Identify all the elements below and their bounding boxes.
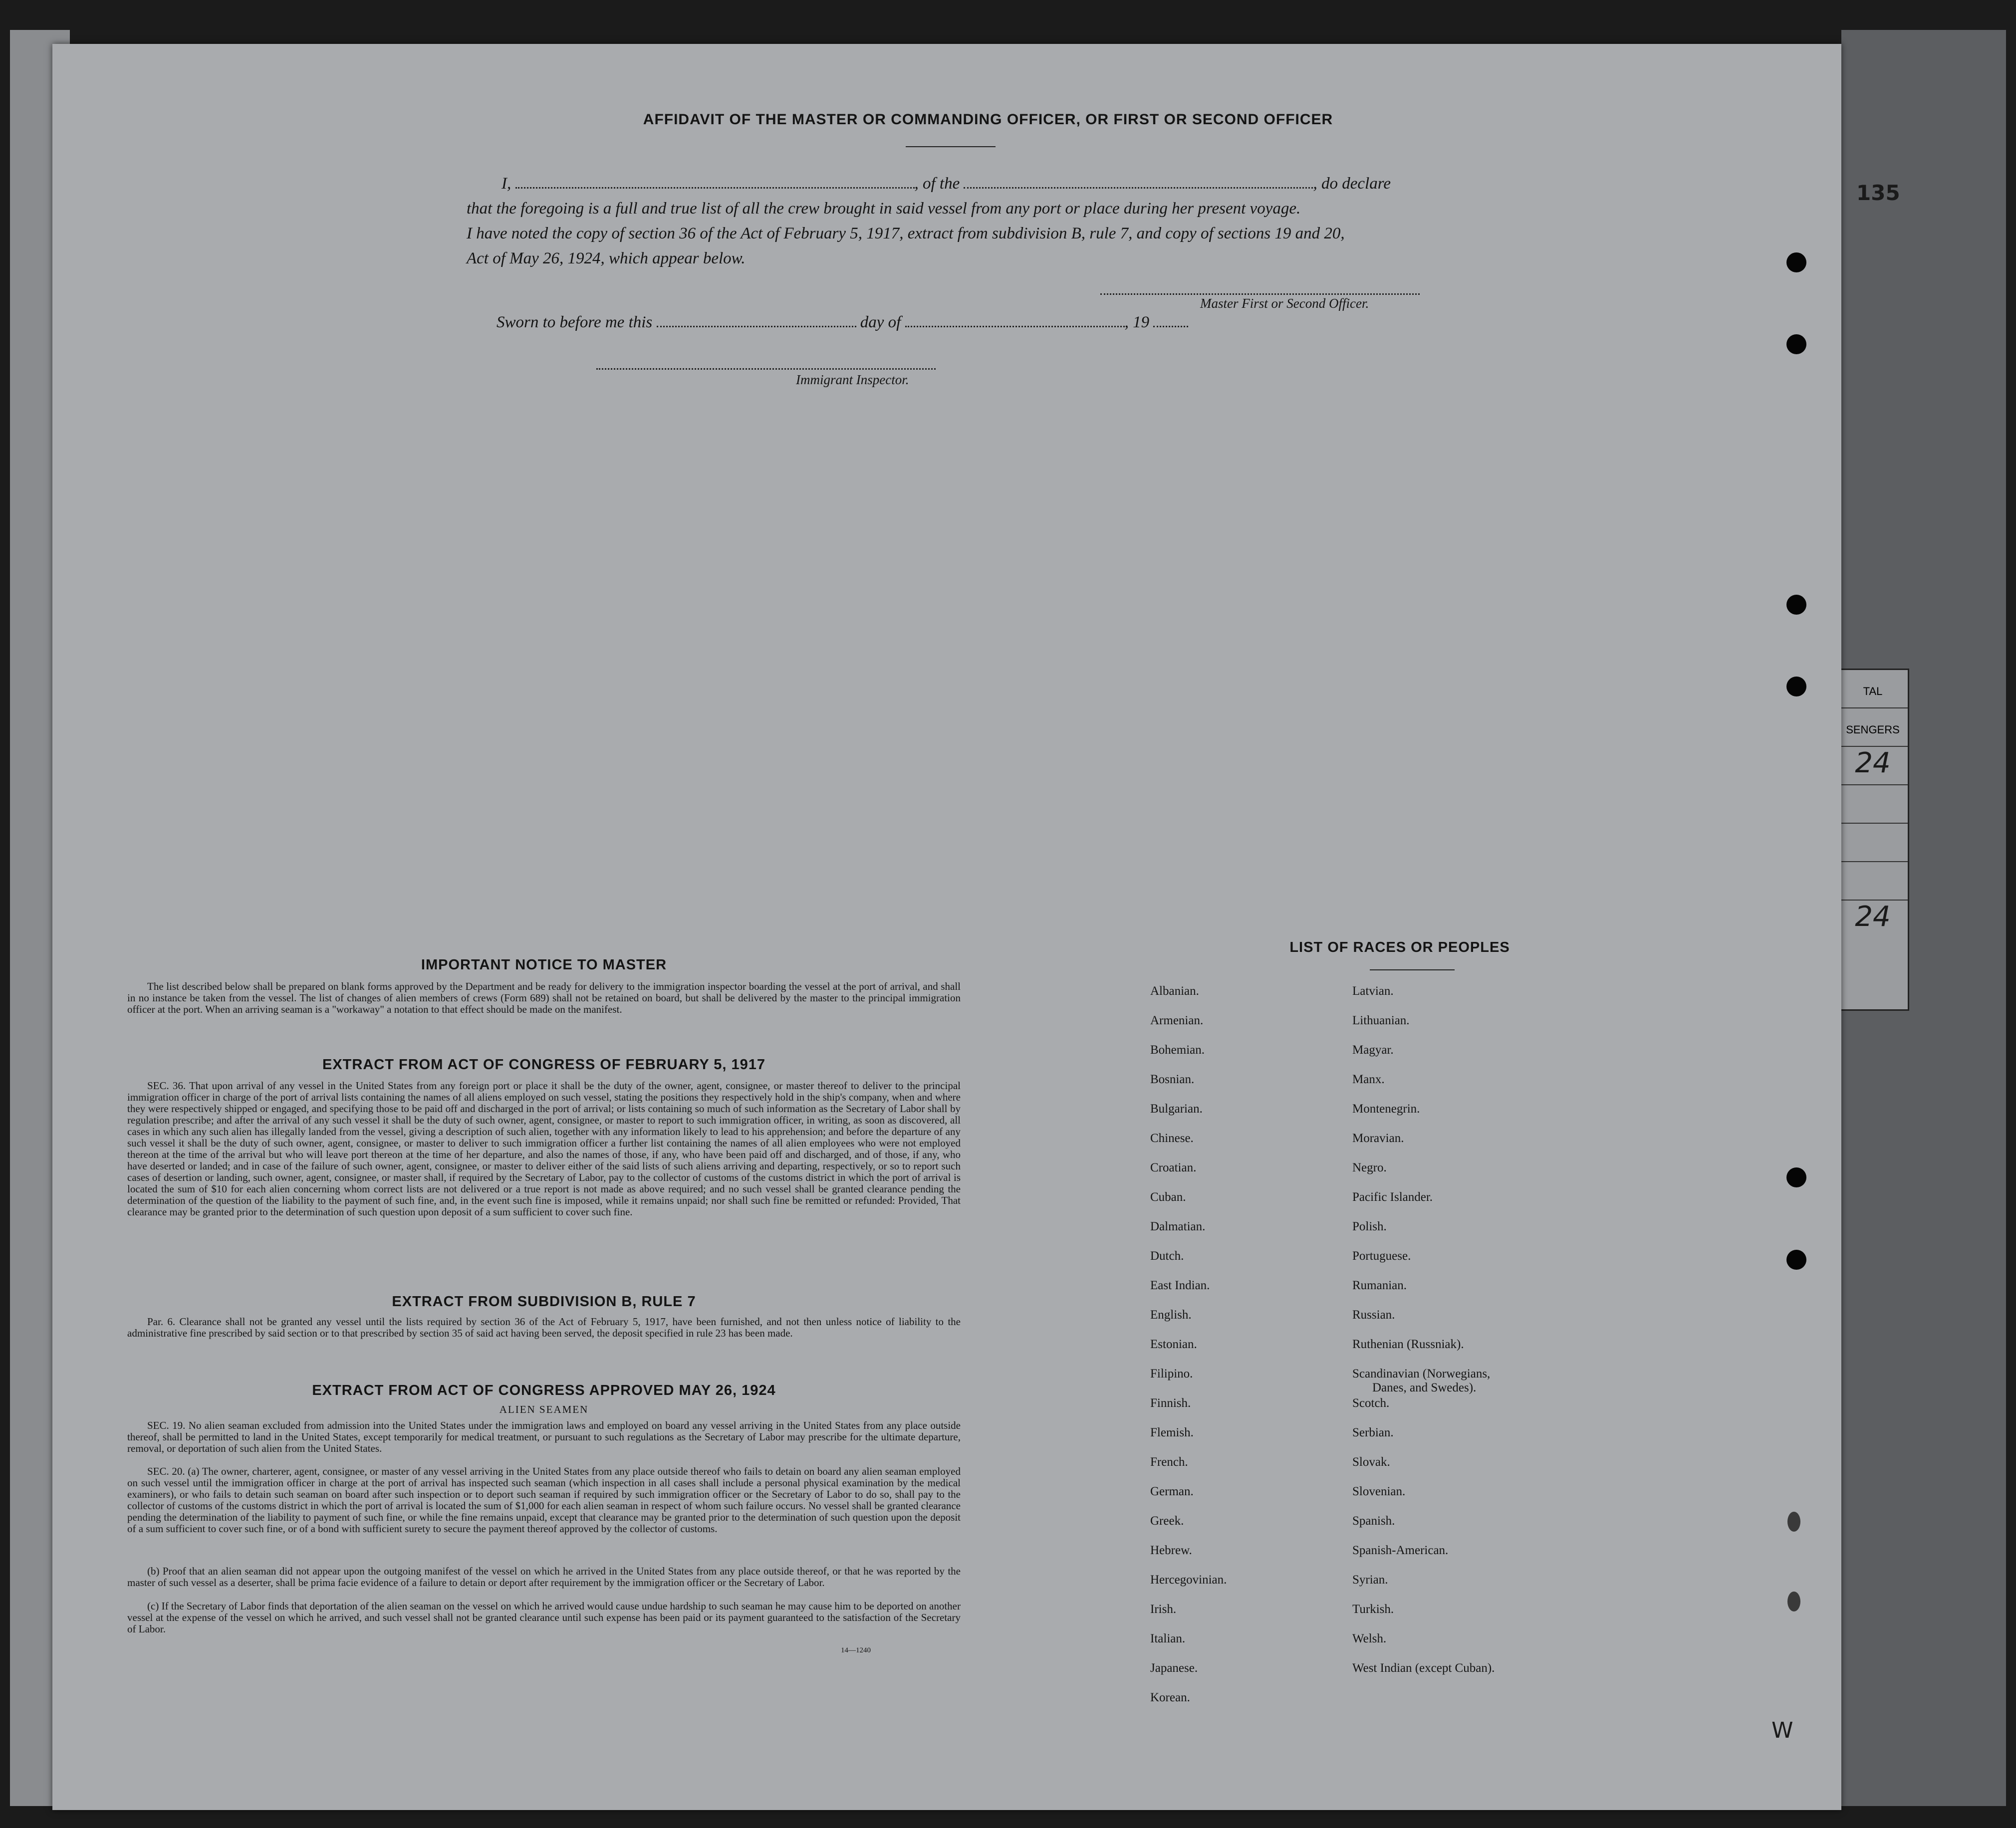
declaration-line-4: Act of May 26, 1924, which appear below. [467, 249, 746, 267]
race-item: Serbian. [1352, 1426, 1394, 1439]
race-item: Armenian. [1150, 1014, 1204, 1027]
sworn-line [497, 313, 1188, 332]
form-number: 14—1240 [841, 1646, 871, 1654]
race-item: Croatian. [1150, 1161, 1197, 1174]
race-item: Lithuanian. [1352, 1014, 1410, 1027]
extract-1924-subtitle: ALIEN SEAMEN [499, 1403, 589, 1415]
race-item: Rumanian. [1352, 1279, 1407, 1292]
punch-hole [1786, 677, 1806, 696]
race-item: Ruthenian (Russniak). [1352, 1338, 1464, 1351]
race-item: Pacific Islander. [1352, 1190, 1433, 1204]
race-item: West Indian (except Cuban). [1352, 1661, 1495, 1675]
race-item: Chinese. [1150, 1132, 1194, 1145]
extract-rule7-body: Par. 6. Clearance shall not be granted any vessel until the lists required by section 36 of the Act of February 5, 1917, have been furnished, and not then unless notice of liability to the administrative fine prescribed by said section or to that prescribed by section 35 of said act having been served, the deposit specified in rule 23 has been made. [127, 1316, 961, 1339]
race-item: Italian. [1150, 1632, 1186, 1645]
extract-1924-sec20a: SEC. 20. (a) The owner, charterer, agent, consignee, or master of any vessel arriving in the United States from any place outside thereof who fails to detain on board any alien seaman employed on such vessel until the immigration officer in charge at the port of arrival has inspected such seaman (which inspection in all cases shall include a personal physical examination by the medical examiners), or who fails to detain such seaman on board after such inspection or to deport such seaman if required by such immigration officer or the Secretary of Labor to do so, shall pay to the collector of customs of the customs district in which the port of arrival is located the sum of $1,000 for each alien seaman in respect of whom such failure occurs. No vessel shall be granted clearance pending the determination of the liability to payment of such fine, or while the fine remains unpaid, except that clearance may be granted prior to the determination of such question upon the deposit of a sum sufficient to cover such fine, or of a bond with sufficient surety to secure the payment thereof approved by the collector of customs. [127, 1465, 961, 1535]
affidavit-title: AFFIDAVIT OF THE MASTER OR COMMANDING OFFICER, OR FIRST OR SECOND OFFICER [643, 111, 1333, 128]
ledger-value-2: 24 [1855, 901, 1891, 933]
extract-1917-title: EXTRACT FROM ACT OF CONGRESS OF FEBRUARY 5, 1917 [322, 1057, 766, 1073]
ledger-value-1: 24 [1838, 747, 1908, 785]
sworn-day-of: day of [860, 313, 901, 331]
race-item: Turkish. [1352, 1602, 1394, 1616]
extract-1924-sec19: SEC. 19. No alien seaman excluded from admission into the United States under the immigration laws and employed on board any vessel arriving in the United States from any place outside thereof, shall be permitted to land in the United States, except temporarily for medical treatment, or pursuant to such regulations as the Secretary of Labor may prescribe for the ultimate departure, removal, or deportation of such alien from the United States. [127, 1419, 961, 1454]
race-item: Cuban. [1150, 1190, 1186, 1204]
race-item: Irish. [1150, 1602, 1177, 1616]
punch-hole [1786, 334, 1806, 354]
declaration-line-2: that the foregoing is a full and true list of all the crew brought in said vessel from any port or place during her present voyage. [467, 200, 1301, 218]
name-blank [515, 176, 915, 189]
ledger-header-1: TAL [1838, 670, 1908, 708]
races-left-column [1150, 984, 1227, 1720]
race-item: Flemish. [1150, 1426, 1194, 1439]
race-item: Japanese. [1150, 1661, 1198, 1675]
race-item: Korean. [1150, 1691, 1190, 1704]
page-number: 135 [1856, 181, 1900, 205]
race-item: Syrian. [1352, 1573, 1388, 1587]
punch-hole [1786, 1167, 1806, 1187]
race-item: Bohemian. [1150, 1043, 1205, 1057]
extract-1924-title: EXTRACT FROM ACT OF CONGRESS APPROVED MAY 26, 1924 [312, 1382, 776, 1398]
declaration [467, 171, 1514, 271]
sworn-prefix: Sworn to before me this [497, 313, 653, 331]
race-item: Latvian. [1352, 984, 1394, 998]
title-rule [906, 146, 996, 147]
manifest-page [52, 44, 1841, 1810]
race-item: Bosnian. [1150, 1073, 1195, 1086]
punch-hole [1786, 1250, 1806, 1270]
ledger-edge [1836, 669, 1909, 1011]
notice-title: IMPORTANT NOTICE TO MASTER [421, 957, 667, 973]
race-item: Greek. [1150, 1514, 1184, 1528]
race-item: Moravian. [1352, 1132, 1404, 1145]
declaration-declare: , do declare [1313, 175, 1391, 193]
declaration-of-the: , of the [914, 175, 960, 193]
race-item: Russian. [1352, 1308, 1395, 1322]
extract-1917-body: SEC. 36. That upon arrival of any vessel in the United States from any foreign port or place it shall be the duty of the owner, agent, consignee, or master thereof to deliver to the principal immigration officer in charge of the port of arrival lists containing the names of all aliens employed on such vessel, stating the positions they respectively hold in the ship's company, when and where they were respectively shipped or engaged, and specifying those to be paid off and discharged in the port of arrival; or lists containing so much of such information as the Secretary of Labor shall by regulation prescribe; and after the arrival of any such vessel it shall be the duty of such owner, agent, consignee, or master to report to such immigration officer, in writing, as soon as discovered, all cases in which any such alien has illegally landed from the vessel, giving a description of such alien, together with any information likely to lead to his apprehension; and before the departure of any such vessel it shall be the duty of such owner, agent, consignee, or master to deliver to such immigration officer a further list containing the names of all alien employees who were not employed thereon at the time of the arrival but who will leave port thereon at the time of her departure, and also the names of those, if any, who have been paid off and discharged, and of those, if any, who have deserted or landed; and in case of the failure of such owner, agent, consignee, or master to deliver either of the said lists of such aliens arriving and departing, respectively, or so to report such cases of desertion or landing, such owner, agent, consignee, or master shall, if required by the Secretary of Labor, pay to the collector of customs of the customs district in which the port of arrival is located the sum of $10 for each alien concerning whom correct lists are not delivered or a true report is not made as above required; and no such vessel shall be granted clearance pending the determination of the question of the liability to the payment of such fine, and, in the event such fine is imposed, while it remains unpaid; nor shall such fine be remitted or refunded: Provided, That clearance may be granted prior to the determination of such question upon deposit of a sum sufficient to cover such fine. [127, 1080, 961, 1218]
inspector-signature-line [596, 368, 936, 370]
sworn-year: , 19 [1124, 313, 1150, 331]
races-right-column [1352, 984, 1495, 1691]
race-item: Finnish. [1150, 1396, 1191, 1410]
race-item: Manx. [1352, 1073, 1385, 1086]
race-item: Slovak. [1352, 1455, 1390, 1469]
race-item: Scandinavian (Norwegians, [1352, 1367, 1491, 1380]
master-signature-label: Master First or Second Officer. [1200, 296, 1369, 311]
race-item: French. [1150, 1455, 1188, 1469]
race-item: English. [1150, 1308, 1192, 1322]
extract-1924-sec20c: (c) If the Secretary of Labor finds that deportation of the alien seaman on the vessel on which he arrived would cause undue hardship to such seaman he may cause him to be deported on another vessel at the expense of the vessel on which he arrived, and such vessel shall not be granted clearance until such expense has been paid or its payment guaranteed to the satisfaction of the Secretary of Labor. [127, 1600, 961, 1635]
corner-mark: W [1771, 1718, 1793, 1743]
punch-hole [1786, 252, 1806, 272]
race-item: Hercegovinian. [1150, 1573, 1227, 1587]
declaration-i: I, [502, 175, 511, 193]
race-item: East Indian. [1150, 1279, 1210, 1292]
declaration-line-3: I have noted the copy of section 36 of the Act of February 5, 1917, extract from subdivision B, rule 7, and copy of sections 19 and 20, [467, 225, 1345, 242]
race-item: Spanish. [1352, 1514, 1395, 1528]
races-title-rule [1370, 969, 1455, 970]
race-item: Danes, and Swedes). [1372, 1381, 1477, 1394]
race-item: Dutch. [1150, 1249, 1184, 1263]
notice-body: The list described below shall be prepared on blank forms approved by the Department and be ready for delivery to the immigration inspector boarding the vessel at the port of arrival, and shall in no instance be taken from the vessel. The list of changes of alien members of crews (Form 689) shall not be retained on board, but shall be delivered by the master to the principal immigration officer at the port. When an arriving seaman is a "workaway" a notation to that effect should be made on the manifest. [127, 980, 961, 1015]
race-item: Negro. [1352, 1161, 1387, 1174]
master-signature-line [1100, 293, 1420, 295]
race-item: German. [1150, 1485, 1194, 1498]
rank-blank [964, 176, 1313, 189]
inspector-signature-label: Immigrant Inspector. [796, 372, 909, 387]
race-item: Magyar. [1352, 1043, 1394, 1057]
ledger-header-2: SENGERS [1838, 708, 1908, 747]
race-item: Hebrew. [1150, 1544, 1192, 1557]
race-item: Montenegrin. [1352, 1102, 1420, 1116]
race-item: Spanish-American. [1352, 1544, 1449, 1557]
race-item: Portuguese. [1352, 1249, 1411, 1263]
race-item: Slovenian. [1352, 1485, 1406, 1498]
race-item: Welsh. [1352, 1632, 1387, 1645]
race-item: Scotch. [1352, 1396, 1390, 1410]
extract-rule7-title: EXTRACT FROM SUBDIVISION B, RULE 7 [392, 1294, 696, 1310]
race-item: Estonian. [1150, 1338, 1197, 1351]
punch-hole [1787, 1512, 1800, 1532]
race-item: Filipino. [1150, 1367, 1193, 1380]
punch-hole [1786, 595, 1806, 615]
race-item: Albanian. [1150, 984, 1199, 998]
race-item: Dalmatian. [1150, 1220, 1206, 1233]
punch-hole [1787, 1592, 1800, 1611]
extract-1924-sec20b: (b) Proof that an alien seaman did not appear upon the outgoing manifest of the vessel on which he arrived in the United States from any place outside thereof, or that he was reported by the master of such vessel as a deserter, shall be prima facie evidence of a failure to detain or deport after requirement by the immigration officer or the Secretary of Labor. [127, 1565, 961, 1589]
races-title: LIST OF RACES OR PEOPLES [1289, 939, 1510, 955]
race-item: Bulgarian. [1150, 1102, 1203, 1116]
race-item: Polish. [1352, 1220, 1387, 1233]
